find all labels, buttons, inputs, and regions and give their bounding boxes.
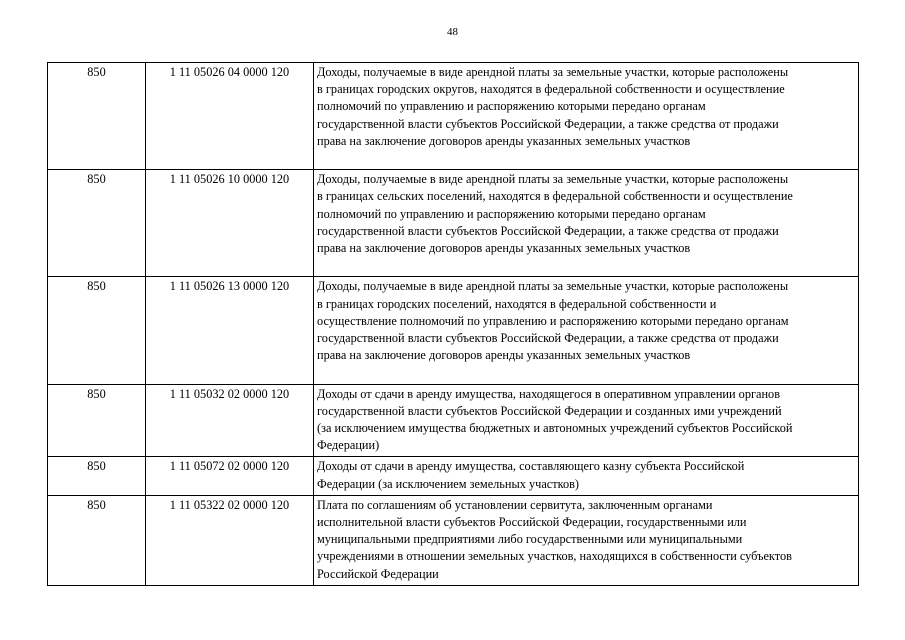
description-line: права на заключение договоров аренды указанных земельных участков: [317, 348, 691, 363]
description-line: полномочий по управлению и распоряжению которыми передано органам: [317, 206, 706, 221]
description-line: Плата по соглашениям об установлении сервитута, заключенным органами: [317, 497, 713, 512]
table-row: [48, 457, 859, 495]
admin-code-cell: 850: [48, 457, 146, 495]
description-line: [317, 257, 855, 274]
description-line: муниципальными предприятиями либо государственными или муниципальными: [317, 532, 743, 547]
kbk-code-cell: 1 11 05072 02 0000 120: [146, 457, 314, 495]
description-line: [317, 364, 855, 381]
table-row: [48, 63, 859, 170]
table-body: [48, 63, 859, 586]
description-line: полномочий по управлению и распоряжению которыми передано органам: [317, 99, 706, 114]
revenue-classification-table: [47, 62, 859, 586]
description-line: Доходы, получаемые в виде арендной платы за земельные участки, которые расположены: [317, 279, 789, 294]
description-line: государственной власти субъектов Российской Федерации, а также средства от продажи: [317, 223, 779, 238]
table-row: [48, 495, 859, 585]
description-cell: [314, 63, 859, 170]
description-line: государственной власти субъектов Российской Федерации, а также средства от продажи: [317, 116, 779, 131]
kbk-code-cell: 1 11 05026 10 0000 120: [146, 170, 314, 277]
admin-code-cell: 850: [48, 63, 146, 170]
page-number: 48: [447, 26, 458, 38]
description-line: Федерации): [317, 438, 380, 453]
table-row: [48, 384, 859, 457]
table-row: [48, 170, 859, 277]
description-line: права на заключение договоров аренды указанных земельных участков: [317, 133, 691, 148]
admin-code-cell: 850: [48, 384, 146, 457]
description-line: Федерации (за исключением земельных участков): [317, 476, 580, 491]
description-cell: [314, 170, 859, 277]
admin-code-cell: 850: [48, 277, 146, 384]
description-cell: [314, 277, 859, 384]
description-line: Доходы, получаемые в виде арендной платы за земельные участки, которые расположены: [317, 65, 789, 79]
description-line: Доходы от сдачи в аренду имущества, составляющего казну субъекта Российской: [317, 459, 745, 474]
description-line: Доходы, получаемые в виде арендной платы за земельные участки, которые расположены: [317, 172, 789, 187]
description-line: Доходы от сдачи в аренду имущества, находящегося в оперативном управлении органов: [317, 386, 781, 401]
admin-code-cell: 850: [48, 170, 146, 277]
table-row: [48, 277, 859, 384]
description-line: в границах сельских поселений, находятся в федеральной собственности и осуществление: [317, 189, 793, 204]
kbk-code-cell: 1 11 05026 04 0000 120: [146, 63, 314, 170]
description-line: государственной власти субъектов Российской Федерации и созданных ими учреждений: [317, 403, 782, 418]
description-line: в границах городских округов, находятся в федеральной собственности и осуществление: [317, 82, 785, 97]
description-cell: [314, 457, 859, 495]
description-line: исполнительной власти субъектов Российской Федерации, государственными или: [317, 515, 747, 530]
description-line: права на заключение договоров аренды указанных земельных участков: [317, 241, 691, 256]
description-line: в границах городских поселений, находятся в федеральной собственности и: [317, 296, 717, 311]
description-cell: [314, 495, 859, 585]
description-cell: [314, 384, 859, 457]
description-line: [317, 150, 855, 167]
description-line: государственной власти субъектов Российской Федерации, а также средства от продажи: [317, 331, 779, 346]
kbk-code-cell: 1 11 05322 02 0000 120: [146, 495, 314, 585]
description-line: (за исключением имущества бюджетных и автономных учреждений субъектов Российской: [317, 421, 793, 436]
description-line: учреждениями в отношении земельных участков, находящихся в собственности субъектов: [317, 549, 792, 564]
kbk-code-cell: 1 11 05026 13 0000 120: [146, 277, 314, 384]
description-line: осуществление полномочий по управлению и распоряжению которыми передано органам: [317, 313, 789, 328]
admin-code-cell: 850: [48, 495, 146, 585]
description-line: Российской Федерации: [317, 566, 439, 581]
kbk-code-cell: 1 11 05032 02 0000 120: [146, 384, 314, 457]
